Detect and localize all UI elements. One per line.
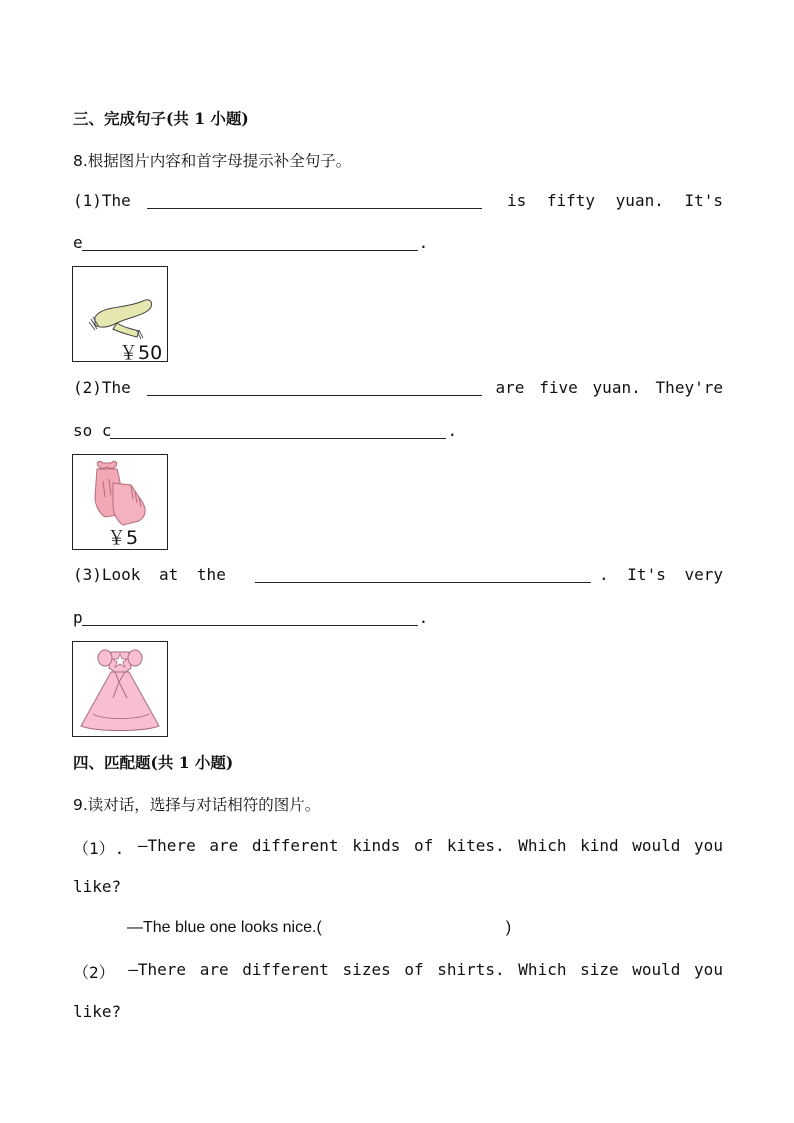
word: （1）. bbox=[73, 839, 125, 858]
word: are bbox=[495, 378, 525, 397]
question-9-stem: 9.读对话，选择与对话相符的图片。 bbox=[73, 796, 321, 814]
word: （2） bbox=[73, 963, 115, 982]
word: yuan. bbox=[592, 378, 641, 397]
answer-text: —The blue one looks nice.( bbox=[127, 919, 322, 936]
item-2-period: . bbox=[447, 421, 458, 440]
word: (1)The bbox=[73, 191, 131, 210]
item-1-blank-1[interactable] bbox=[147, 208, 482, 209]
item-3-initial: p bbox=[73, 608, 83, 627]
word: (2)The bbox=[73, 378, 131, 397]
dialogue-1-line bbox=[73, 836, 723, 859]
dialogue-1-answer bbox=[127, 919, 511, 937]
scarf-picture bbox=[72, 266, 168, 362]
word: size bbox=[580, 960, 619, 979]
word: the bbox=[196, 565, 226, 584]
word: five bbox=[539, 378, 578, 397]
word: is bbox=[507, 191, 527, 210]
item-2-blank-2[interactable] bbox=[110, 438, 446, 439]
item-1-blank-2[interactable] bbox=[82, 250, 418, 251]
word: kind bbox=[580, 836, 619, 855]
word: very bbox=[684, 565, 723, 584]
word: —There bbox=[128, 960, 187, 979]
item-3-period: . bbox=[418, 608, 429, 627]
dress-icon bbox=[73, 642, 167, 736]
dialogue-2-line bbox=[73, 960, 723, 983]
word: are bbox=[199, 960, 229, 979]
word: you bbox=[694, 960, 723, 979]
question-8-stem: 8.根据图片内容和首字母提示补全句子。 bbox=[73, 152, 352, 170]
word: It's bbox=[627, 565, 666, 584]
word: . bbox=[599, 565, 609, 584]
word: They're bbox=[655, 378, 723, 397]
dialogue-1-continuation: like? bbox=[73, 877, 122, 896]
word: Which bbox=[518, 960, 567, 979]
gloves-picture bbox=[72, 454, 168, 550]
item-1-initial: e bbox=[73, 233, 83, 252]
section-4-heading: 四、匹配题(共 1 小题) bbox=[73, 753, 234, 772]
word: —There bbox=[137, 836, 196, 855]
word: Which bbox=[518, 836, 567, 855]
item-1-period: . bbox=[418, 233, 429, 252]
dialogue-2-continuation: like? bbox=[73, 1002, 122, 1021]
word: would bbox=[632, 960, 681, 979]
section-3-heading: 三、完成句子(共 1 小题) bbox=[73, 109, 249, 128]
word: of bbox=[413, 836, 434, 855]
word: at bbox=[159, 565, 179, 584]
item-3-blank-2[interactable] bbox=[82, 625, 418, 626]
word: different bbox=[251, 836, 339, 855]
word: sizes bbox=[342, 960, 391, 979]
word: kinds bbox=[352, 836, 401, 855]
word: It's bbox=[684, 191, 723, 210]
answer-close: ) bbox=[505, 919, 512, 936]
word: would bbox=[632, 836, 681, 855]
word: fifty bbox=[546, 191, 596, 210]
word: of bbox=[404, 960, 424, 979]
scarf-price: ￥50 bbox=[119, 342, 163, 364]
item-2-initial: so c bbox=[73, 421, 112, 440]
word: different bbox=[242, 960, 329, 979]
word: yuan. bbox=[615, 191, 664, 210]
dress-picture bbox=[72, 641, 168, 737]
word: kites. bbox=[446, 836, 505, 855]
word: you bbox=[694, 836, 723, 855]
item-3-blank-1[interactable] bbox=[255, 582, 591, 583]
word: are bbox=[209, 836, 239, 855]
word: shirts. bbox=[437, 960, 505, 979]
item-2-blank-1[interactable] bbox=[147, 395, 482, 396]
word: (3)Look bbox=[73, 565, 141, 584]
gloves-price: ￥5 bbox=[107, 527, 139, 549]
